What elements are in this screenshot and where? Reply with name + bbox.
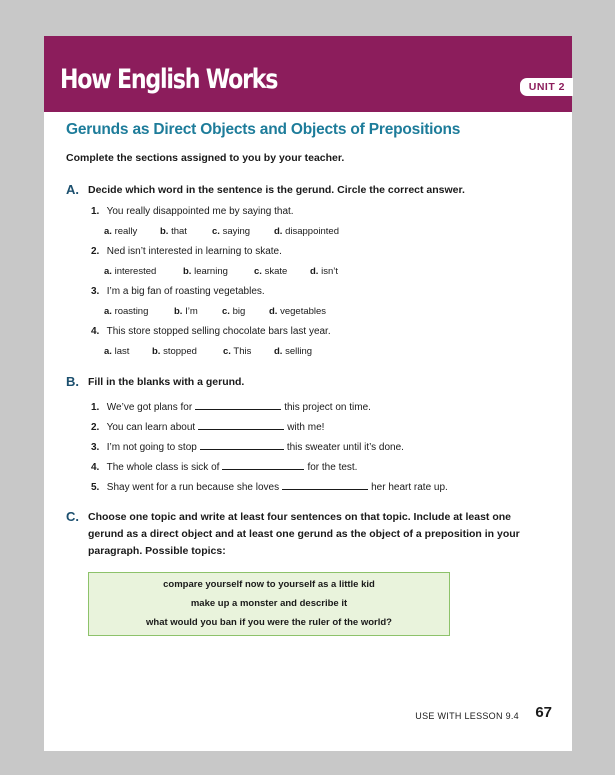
- a1-option-a[interactable]: a. really: [104, 226, 138, 237]
- section-c-instruction: Choose one topic and write at least four sentences on that topic. Include at least one gerund as a direct object and at least one gerund as the object of a preposition in your paragraph. Possible topics:: [88, 511, 520, 557]
- lesson-reference: USE WITH LESSON 9.4: [415, 711, 519, 721]
- a3-option-c[interactable]: c. big: [222, 306, 246, 317]
- worksheet-title: Gerunds as Direct Objects and Objects of Prepositions: [66, 121, 461, 138]
- a3-option-a[interactable]: a. roasting: [104, 306, 149, 317]
- a2-option-a[interactable]: a. interested: [104, 266, 157, 277]
- a2-option-b[interactable]: b. learning: [183, 266, 228, 277]
- section-a-letter: A.: [66, 182, 79, 197]
- section-b-letter: B.: [66, 374, 79, 389]
- worksheet-page: [44, 36, 572, 751]
- b2-blank[interactable]: [198, 420, 284, 430]
- a-question-3: 3. I’m a big fan of roasting vegetables.: [91, 286, 265, 297]
- section-c-letter: C.: [66, 509, 79, 524]
- page-number: 67: [535, 704, 552, 721]
- a2-option-c[interactable]: c. skate: [254, 266, 288, 277]
- b-question-4: 4. The whole class is sick of for the test.: [91, 462, 358, 473]
- a-question-4: 4. This store stopped selling chocolate bars last year.: [91, 326, 331, 337]
- topic-1: compare yourself now to yourself as a little kid: [163, 579, 375, 590]
- b-question-5: 5. Shay went for a run because she loves her heart rate up.: [91, 482, 448, 493]
- a1-option-c[interactable]: c. saying: [212, 226, 251, 237]
- topic-2: make up a monster and describe it: [190, 598, 348, 609]
- unit-badge: UNIT 2: [520, 78, 573, 96]
- a1-option-b[interactable]: b. that: [160, 226, 187, 237]
- b1-blank[interactable]: [195, 400, 281, 410]
- b-question-1: 1. We’ve got plans for this project on time.: [91, 402, 371, 413]
- b-question-3: 3. I’m not going to stop this sweater until it’s done.: [91, 442, 404, 453]
- a1-option-d[interactable]: d. disappointed: [274, 226, 339, 237]
- a3-option-b[interactable]: b. I’m: [174, 306, 198, 317]
- intro-text: Complete the sections assigned to you by your teacher.: [66, 152, 345, 164]
- banner-title: How English Works: [60, 64, 278, 95]
- a4-option-d[interactable]: d. selling: [274, 346, 313, 357]
- b-question-2: 2. You can learn about with me!: [91, 422, 325, 433]
- topics-box: [88, 572, 450, 636]
- b5-blank[interactable]: [282, 480, 368, 490]
- a4-option-c[interactable]: c. This: [223, 346, 252, 357]
- a3-option-d[interactable]: d. vegetables: [269, 306, 327, 317]
- topic-3: what would you ban if you were the ruler of the world?: [146, 617, 392, 628]
- header-banner: [44, 36, 572, 112]
- section-b-instruction: Fill in the blanks with a gerund.: [88, 376, 245, 388]
- a2-option-d[interactable]: d. isn’t: [310, 266, 338, 277]
- a-question-1: 1. You really disappointed me by saying that.: [91, 206, 294, 217]
- a4-option-a[interactable]: a. last: [104, 346, 130, 357]
- b3-blank[interactable]: [200, 440, 284, 450]
- a-question-2: 2. Ned isn’t interested in learning to skate.: [91, 246, 282, 257]
- section-a-instruction: Decide which word in the sentence is the gerund. Circle the correct answer.: [88, 184, 465, 196]
- b4-blank[interactable]: [222, 460, 304, 470]
- a4-option-b[interactable]: b. stopped: [152, 346, 197, 357]
